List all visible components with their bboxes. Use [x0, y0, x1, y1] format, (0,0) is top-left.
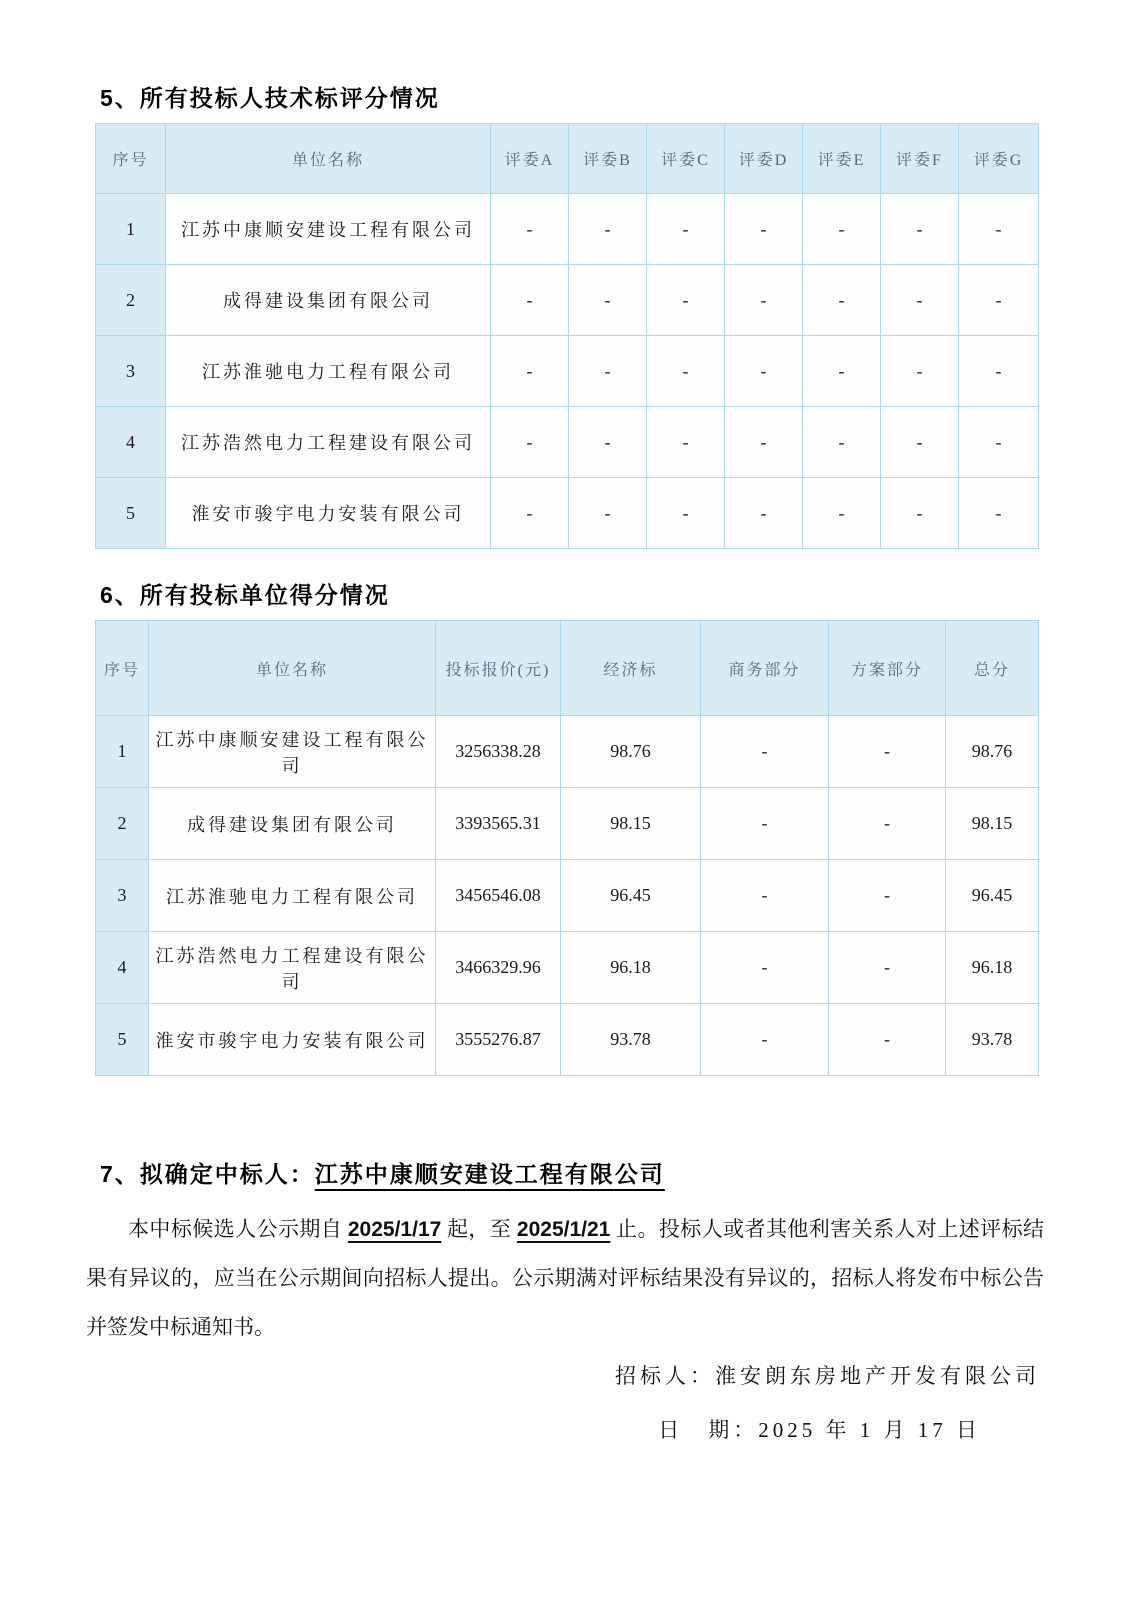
plan-score-cell: -	[829, 860, 946, 932]
total-score-cell: 96.18	[946, 932, 1039, 1004]
column-header-judge-a: 评委A	[491, 124, 569, 194]
score-cell: -	[491, 194, 569, 265]
bid-price-cell: 3466329.96	[436, 932, 561, 1004]
column-header-no: 序号	[96, 621, 149, 716]
score-cell: -	[647, 265, 725, 336]
row-number: 1	[96, 716, 149, 788]
bid-price-cell: 3393565.31	[436, 788, 561, 860]
score-cell: -	[491, 407, 569, 478]
column-header-judge-e: 评委E	[803, 124, 881, 194]
winner-company-name: 江苏中康顺安建设工程有限公司	[314, 1161, 665, 1187]
score-cell: -	[959, 407, 1039, 478]
table-header-row	[96, 124, 1039, 194]
row-number: 3	[96, 336, 166, 407]
score-cell: -	[959, 265, 1039, 336]
score-cell: -	[647, 336, 725, 407]
table-row	[96, 860, 1039, 932]
column-header-company: 单位名称	[166, 124, 491, 194]
table-row	[96, 478, 1039, 549]
score-cell: -	[881, 194, 959, 265]
score-cell: -	[959, 194, 1039, 265]
table-row	[96, 788, 1039, 860]
row-number: 4	[96, 932, 149, 1004]
column-header-economic: 经济标	[561, 621, 701, 716]
score-cell: -	[803, 194, 881, 265]
column-header-total: 总分	[946, 621, 1039, 716]
column-header-judge-g: 评委G	[959, 124, 1039, 194]
section7-title-prefix: 7、拟确定中标人：	[100, 1161, 315, 1187]
business-score-cell: -	[701, 860, 829, 932]
date-value: 2025 年 1 月 17 日	[758, 1418, 981, 1442]
score-cell: -	[569, 407, 647, 478]
business-score-cell: -	[701, 716, 829, 788]
score-cell: -	[491, 336, 569, 407]
date-label: 日 期：	[658, 1418, 759, 1442]
score-cell: -	[725, 407, 803, 478]
company-name: 江苏中康顺安建设工程有限公司	[149, 716, 436, 788]
row-number: 2	[96, 788, 149, 860]
total-score-cell: 93.78	[946, 1004, 1039, 1076]
score-cell: -	[725, 194, 803, 265]
table-row	[96, 265, 1039, 336]
economic-score-cell: 96.45	[561, 860, 701, 932]
score-cell: -	[569, 478, 647, 549]
date-line	[0, 1414, 1131, 1444]
score-cell: -	[647, 478, 725, 549]
score-cell: -	[725, 478, 803, 549]
plan-score-cell: -	[829, 716, 946, 788]
score-cell: -	[569, 265, 647, 336]
total-score-cell: 98.76	[946, 716, 1039, 788]
table-row	[96, 932, 1039, 1004]
total-score-table	[95, 620, 1039, 1076]
notice-start-date: 2025/1/17	[347, 1218, 442, 1241]
company-name: 淮安市骏宇电力安装有限公司	[149, 1004, 436, 1076]
score-cell: -	[725, 336, 803, 407]
table-row	[96, 716, 1039, 788]
economic-score-cell: 96.18	[561, 932, 701, 1004]
business-score-cell: -	[701, 1004, 829, 1076]
score-cell: -	[881, 478, 959, 549]
economic-score-cell: 93.78	[561, 1004, 701, 1076]
score-cell: -	[959, 478, 1039, 549]
plan-score-cell: -	[829, 788, 946, 860]
score-cell: -	[725, 265, 803, 336]
score-cell: -	[881, 336, 959, 407]
score-cell: -	[569, 194, 647, 265]
score-cell: -	[881, 407, 959, 478]
tenderer-line	[0, 1360, 1131, 1390]
score-cell: -	[647, 194, 725, 265]
column-header-judge-b: 评委B	[569, 124, 647, 194]
score-cell: -	[569, 336, 647, 407]
public-notice-paragraph	[86, 1205, 1044, 1352]
company-name: 江苏浩然电力工程建设有限公司	[149, 932, 436, 1004]
table-header-row	[96, 621, 1039, 716]
row-number: 5	[96, 478, 166, 549]
table-row	[96, 336, 1039, 407]
row-number: 4	[96, 407, 166, 478]
column-header-company: 单位名称	[149, 621, 436, 716]
section7-title	[100, 1156, 1131, 1189]
notice-text: 本中标候选人公示期自	[128, 1217, 348, 1241]
score-cell: -	[647, 407, 725, 478]
total-score-cell: 98.15	[946, 788, 1039, 860]
economic-score-cell: 98.76	[561, 716, 701, 788]
company-name: 江苏浩然电力工程建设有限公司	[166, 407, 491, 478]
table-row	[96, 1004, 1039, 1076]
section5-title: 5、所有投标人技术标评分情况	[100, 85, 440, 111]
column-header-no: 序号	[96, 124, 166, 194]
column-header-judge-f: 评委F	[881, 124, 959, 194]
bid-price-cell: 3456546.08	[436, 860, 561, 932]
tenderer-name: 淮安朗东房地产开发有限公司	[715, 1364, 1040, 1388]
business-score-cell: -	[701, 932, 829, 1004]
signature-block	[0, 1360, 1131, 1444]
column-header-bid-price: 投标报价(元)	[436, 621, 561, 716]
bid-price-cell: 3555276.87	[436, 1004, 561, 1076]
company-name: 成得建设集团有限公司	[149, 788, 436, 860]
table-row	[96, 194, 1039, 265]
score-cell: -	[881, 265, 959, 336]
economic-score-cell: 98.15	[561, 788, 701, 860]
score-cell: -	[491, 265, 569, 336]
tenderer-label: 招标人：	[615, 1364, 715, 1388]
company-name: 成得建设集团有限公司	[166, 265, 491, 336]
notice-text: 止。投标人或者其他利害关系人对上述评标结果有异议的，应当在公示期间向招标人提出。公示期满对评标结果没有异议的，招标人将发布中标公告并签发中标通知书。	[86, 1217, 1045, 1339]
plan-score-cell: -	[829, 1004, 946, 1076]
company-name: 江苏淮驰电力工程有限公司	[166, 336, 491, 407]
notice-text: 起，至	[441, 1217, 517, 1241]
column-header-business: 商务部分	[701, 621, 829, 716]
score-cell: -	[959, 336, 1039, 407]
score-cell: -	[803, 336, 881, 407]
row-number: 5	[96, 1004, 149, 1076]
section6-title: 6、所有投标单位得分情况	[100, 582, 390, 608]
business-score-cell: -	[701, 788, 829, 860]
row-number: 2	[96, 265, 166, 336]
bid-price-cell: 3256338.28	[436, 716, 561, 788]
technical-score-table	[95, 123, 1039, 549]
company-name: 江苏中康顺安建设工程有限公司	[166, 194, 491, 265]
table-row	[96, 407, 1039, 478]
row-number: 1	[96, 194, 166, 265]
column-header-judge-c: 评委C	[647, 124, 725, 194]
company-name: 江苏淮驰电力工程有限公司	[149, 860, 436, 932]
score-cell: -	[803, 407, 881, 478]
row-number: 3	[96, 860, 149, 932]
company-name: 淮安市骏宇电力安装有限公司	[166, 478, 491, 549]
plan-score-cell: -	[829, 932, 946, 1004]
score-cell: -	[803, 478, 881, 549]
column-header-judge-d: 评委D	[725, 124, 803, 194]
score-cell: -	[491, 478, 569, 549]
total-score-cell: 96.45	[946, 860, 1039, 932]
notice-end-date: 2025/1/21	[516, 1218, 611, 1241]
score-cell: -	[803, 265, 881, 336]
column-header-plan: 方案部分	[829, 621, 946, 716]
